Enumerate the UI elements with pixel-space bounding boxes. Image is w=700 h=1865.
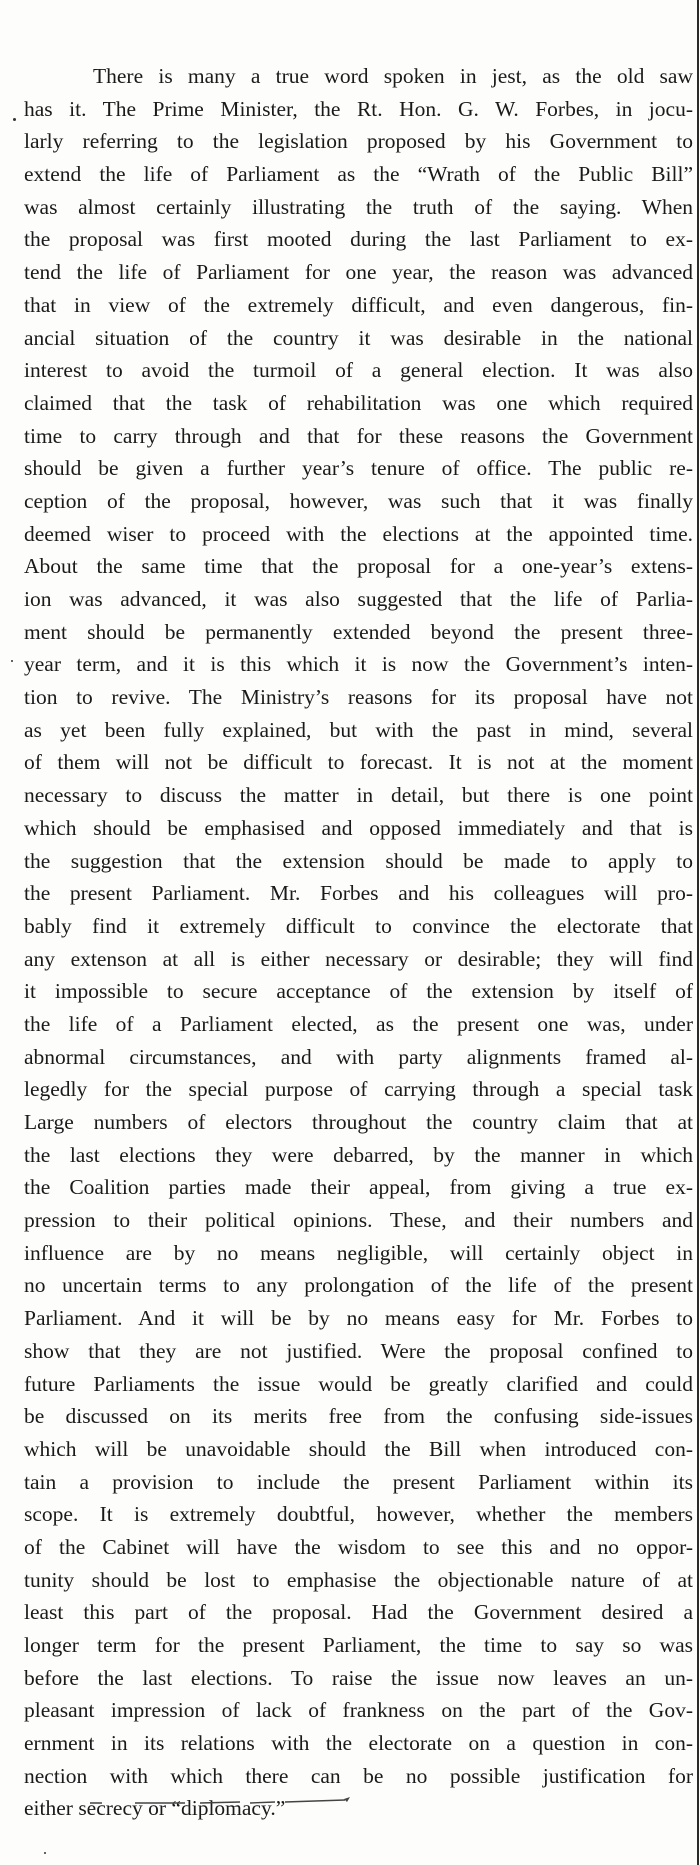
article-line: abnormal circumstances, and with party alignments framed al- — [24, 1044, 693, 1069]
article-line: before the last elections. To raise the issue now leaves an un- — [24, 1665, 693, 1690]
article-line: pleasant impression of lack of frankness on the part of the Gov- — [24, 1698, 693, 1723]
article-line: ception of the proposal, however, was such that it was finally — [24, 488, 693, 513]
article-line: claimed that the task of rehabilitation was one which required — [24, 390, 693, 415]
article-line: should be given a further year’s tenure of office. The public re- — [24, 456, 693, 481]
article-line: it impossible to secure acceptance of the extension by itself of — [24, 979, 693, 1004]
end-of-article-rule — [90, 1797, 355, 1807]
article-line: ion was advanced, it was also suggested that the life of Parlia- — [24, 587, 693, 611]
article-line: has it. The Prime Minister, the Rt. Hon. G. W. Forbes, in jocu- — [24, 96, 693, 121]
article-line: Large numbers of electors throughout the country claim that at — [24, 1110, 693, 1134]
article-line: extend the life of Parliament as the “Wrath of the Public Bill” — [24, 162, 693, 187]
article-line: nection with which there can be no possible justification for — [24, 1763, 693, 1788]
article-line: larly referring to the legislation proposed by his Government to — [24, 129, 693, 154]
article-line: the last elections they were debarred, by the manner in which — [24, 1142, 693, 1167]
article-line: influence are by no means negligible, will certainly object in — [24, 1240, 693, 1265]
article-line: no uncertain terms to any prolongation of the life of the present — [24, 1273, 693, 1298]
article-line: of the Cabinet will have the wisdom to see this and no oppor- — [24, 1534, 693, 1559]
article-line: About the same time that the proposal for a one-year’s extens- — [24, 554, 693, 579]
article-line: ancial situation of the country it was desirable in the national — [24, 325, 693, 350]
article-line: pression to their political opinions. These, and their numbers and — [24, 1208, 693, 1233]
article-line: any extenson at all is either necessary or desirable; they will find — [24, 946, 693, 971]
article-line: be discussed on its merits free from the confusing side-issues — [24, 1404, 693, 1429]
article-line: tain a provision to include the present Parliament within its — [24, 1469, 693, 1494]
article-line: tunity should be lost to emphasise the objectionable nature of at — [24, 1567, 693, 1592]
article-line: longer term for the present Parliament, the time to say so was — [24, 1633, 693, 1657]
article-line: legedly for the special purpose of carrying through a special task — [24, 1077, 693, 1102]
article-line: scope. It is extremely doubtful, however, whether the members — [24, 1502, 693, 1527]
article-line: the present Parliament. Mr. Forbes and his colleagues will pro- — [24, 881, 693, 906]
article-line: year term, and it is this which it is now the Government’s inten- — [24, 652, 693, 677]
article-line: which should be emphasised and opposed immediately and that is — [24, 815, 693, 840]
article-line: the life of a Parliament elected, as the present one was, under — [24, 1011, 693, 1036]
article-line: interest to avoid the turmoil of a general election. It was also — [24, 358, 693, 383]
print-speck — [44, 1852, 46, 1854]
article-line: as yet been fully explained, but with the past in mind, several — [24, 717, 693, 742]
article-line: show that they are not justified. Were the proposal confined to — [24, 1338, 693, 1363]
article-line: the proposal was first mooted during the last Parliament to ex- — [24, 227, 693, 252]
article-line: There is many a true word spoken in jest, as the old saw — [93, 64, 693, 88]
article-line: least this part of the proposal. Had the Government desired a — [24, 1600, 693, 1625]
print-speck — [11, 660, 13, 662]
column-rule — [697, 0, 699, 1865]
article-line: ernment in its relations with the electorate on a question in con- — [24, 1731, 693, 1756]
article-line: which will be unavoidable should the Bill when introduced con- — [24, 1436, 693, 1461]
article-line: was almost certainly illustrating the truth of the saying. When — [24, 194, 693, 219]
article-line: Parliament. And it will be by no means easy for Mr. Forbes to — [24, 1306, 693, 1331]
article-line: that in view of the extremely difficult, and even dangerous, fin- — [24, 292, 693, 317]
print-speck — [13, 118, 16, 121]
article-line: of them will not be difficult to forecast. It is not at the moment — [24, 750, 693, 775]
article-line: either secrecy or “diplomacy.” — [24, 1796, 286, 1821]
article-line: necessary to discuss the matter in detail, but there is one point — [24, 783, 693, 808]
article-line: bably find it extremely difficult to convince the electorate that — [24, 913, 693, 938]
article-line: future Parliaments the issue would be greatly clarified and could — [24, 1371, 693, 1396]
article-line: tion to revive. The Ministry’s reasons for its proposal have not — [24, 685, 693, 710]
article-body — [24, 60, 693, 1825]
article-line: time to carry through and that for these reasons the Government — [24, 423, 693, 448]
article-line: the suggestion that the extension should be made to apply to — [24, 848, 693, 873]
article-line: ment should be permanently extended beyond the present three- — [24, 619, 693, 644]
article-line: tend the life of Parliament for one year, the reason was advanced — [24, 260, 693, 285]
article-line: deemed wiser to proceed with the elections at the appointed time. — [24, 521, 693, 546]
article-line: the Coalition parties made their appeal, from giving a true ex- — [24, 1175, 693, 1200]
